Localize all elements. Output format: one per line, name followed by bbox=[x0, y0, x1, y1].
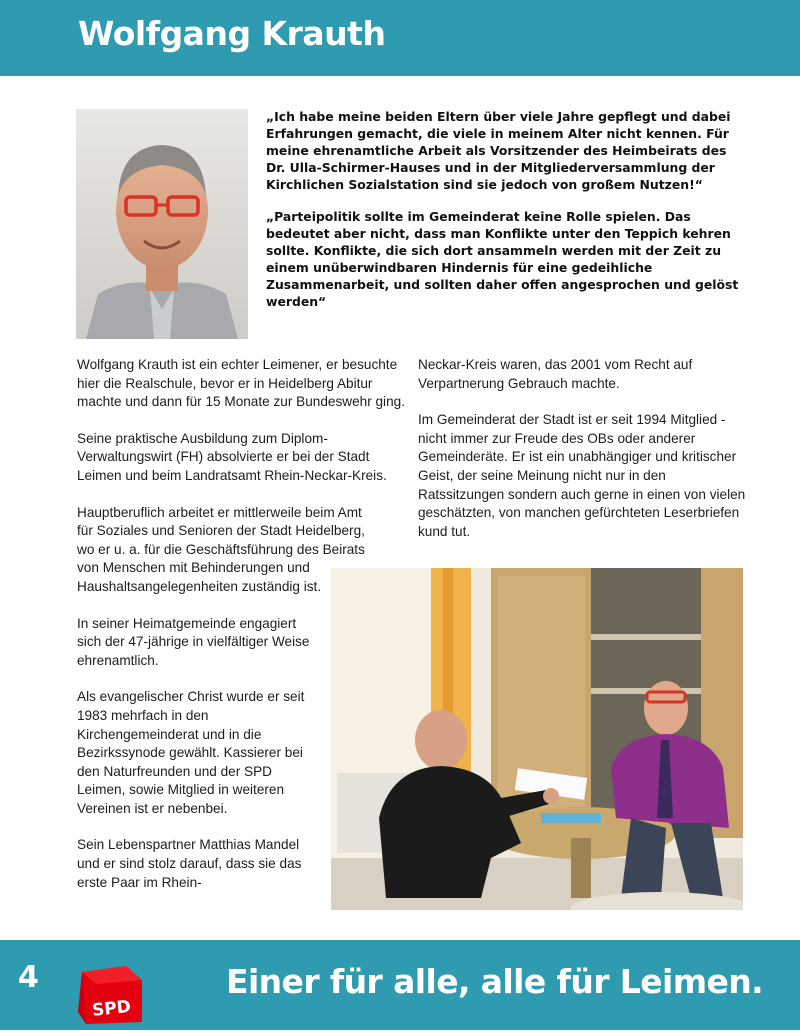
portrait-photo bbox=[76, 109, 248, 339]
spd-logo bbox=[76, 962, 148, 1026]
slogan: Einer für alle, alle für Leimen. bbox=[226, 962, 764, 1001]
page-number: 4 bbox=[18, 960, 39, 995]
svg-text:SPD: SPD bbox=[91, 996, 132, 1021]
page-title: Wolfgang Krauth bbox=[78, 14, 386, 53]
paragraph: In seiner Heimatgemeinde engagiert sich der 47-jährige in vielfältiger Weise ehrenamtlich. bbox=[77, 615, 310, 668]
paragraph: Als evangelischer Christ wurde er seit 1983 mehrfach in den Kirchengemeinderat und in die Bezirkssynode gewählt. Kassierer bei den Naturfreunden und der SPD Leimen, sowie Mitglied in weiteren Vereinen ist er nebenbei. bbox=[77, 689, 305, 816]
quote-2: „Parteipolitik sollte im Gemeinderat keine Rolle spielen. Das bedeutet aber nicht, dass man Konflikte unter den Teppich kehren sollte. Konflikte, die sich dort ansammeln werden mit der Zeit zu einem unüberwindbaren Hindernis für eine gedeihliche Zusammenarbeit, und sollten daher offen angesprochen und gelöst werden“ bbox=[266, 209, 739, 309]
quote-1: „Ich habe meine beiden Eltern über viele Jahre gepflegt und dabei Erfahrungen gemacht, die viele in meinem Alter nicht kennen. Für meine ehrenamtliche Arbeit als Vorsitzender des Heimbeirats des Dr. Ulla-Schirmer-Hauses und in der Mitgliederversammlung der Kirchlichen Sozialstation sind sie jedoch von großem Nutzen!“ bbox=[266, 109, 731, 192]
paragraph: Wolfgang Krauth ist ein echter Leimener, er besuchte hier die Realschule, bevor er in Heidelberg Abitur machte und dann für 15 Monate zur Bundeswehr ging. bbox=[77, 357, 405, 410]
paragraph: Sein Lebenspartner Matthias Mandel und er sind stolz darauf, dass sie das erste Paar im Rhein- bbox=[77, 837, 302, 890]
header-bar bbox=[0, 0, 800, 76]
paragraph: Neckar-Kreis waren, das 2001 vom Recht auf Verpartnerung Gebrauch machte. bbox=[418, 357, 693, 391]
paragraph: Hauptberuflich arbeitet er mittlerweile beim Amt für Soziales und Senioren der Stadt Heidelberg, wo er u. a. für die Geschäftsführung des Beirats von Menschen mit Behinderungen und Haushaltsangelegenheiten zuständig ist. bbox=[77, 504, 365, 594]
meeting-photo bbox=[331, 568, 743, 910]
paragraph: Seine praktische Ausbildung zum Diplom-Verwaltungswirt (FH) absolvierte er bei der Stadt Leimen und beim Landratsamt Rhein-Neckar-Kreis. bbox=[77, 430, 387, 483]
body-column-right bbox=[418, 356, 748, 559]
quotes-block bbox=[266, 108, 746, 325]
paragraph: Im Gemeinderat der Stadt ist er seit 1994 Mitglied - nicht immer zur Freude des OBs oder anderer Gemeinderäte. Er ist ein unabhängiger und kritischer Geist, der seine Meinung nicht nur in den Ratssitzungen sondern auch gerne in einen von vielen geschätzten, von manchen gefürchteten Leserbriefen kund tut. bbox=[418, 412, 746, 539]
